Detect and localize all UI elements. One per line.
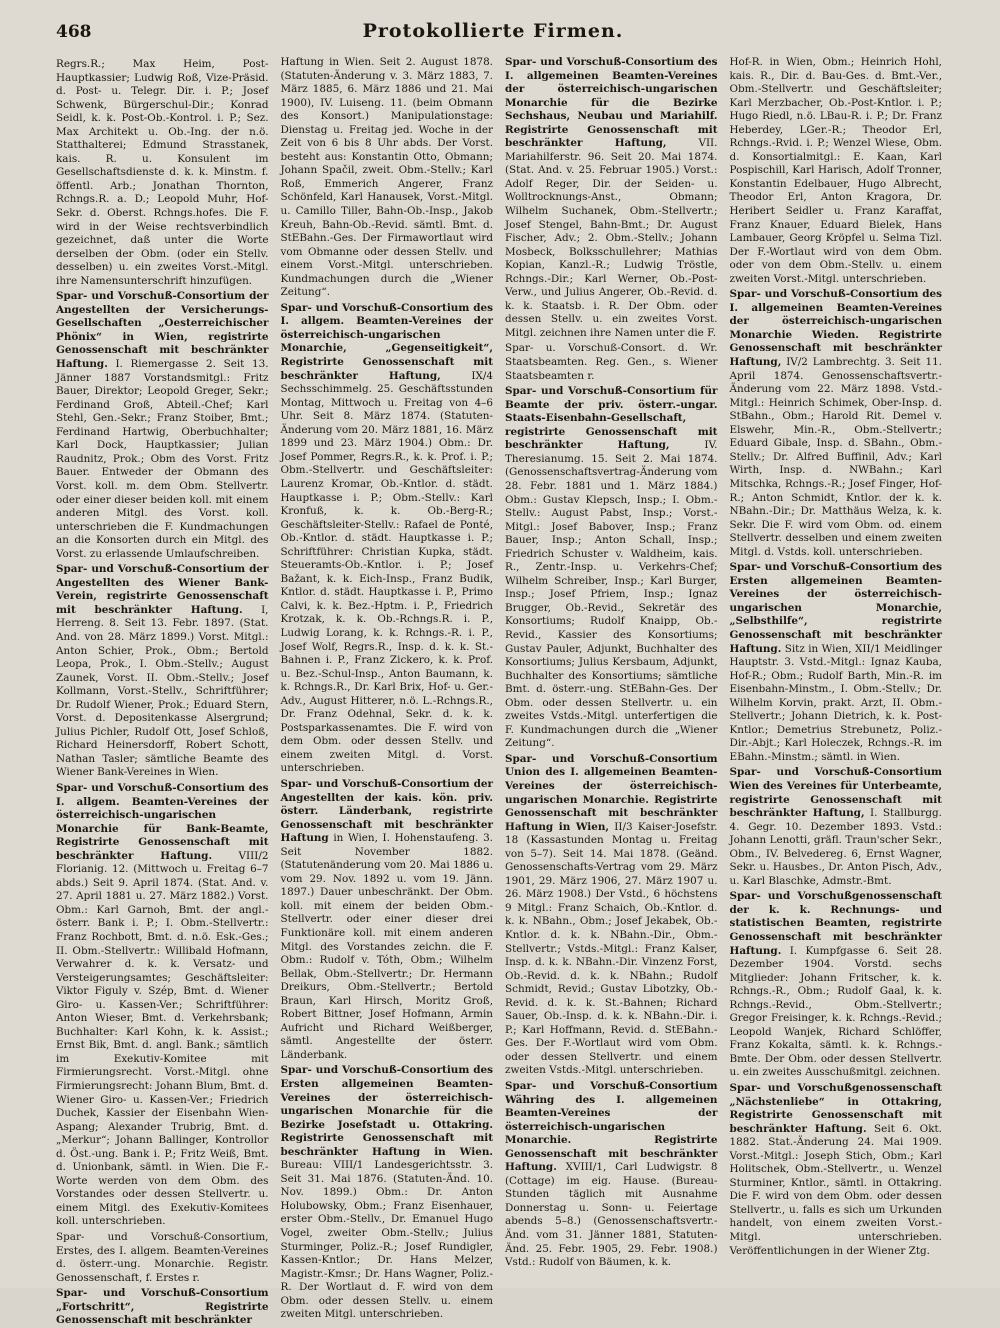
entry-text: IX/4 Sechsschimmelg. 25. Geschäftsstunden Montag, Mittwoch u. Freitag von 4–6 Uhr. Seit 8. März 1874. (Statuten-Änderung vom 20. März 1881, 16. März 1899 und 23. März 1904.) Obm.: Dr. Josef Pommer, Regrs.R., k. k. Prof. i. P.; Obm.-Stellvertr. und Geschäftsleiter: Laurenz Kromar, Ob.-Kntlor. d. städt. Hauptkasse i. P.; Obm.-Stellv.: Karl Kronfuß, k. k. Ob.-Berg-R.; Geschäftsleiter-Stellv.: Rafael de Ponté, Ob.-Kntlor. d. städt. Hauptkasse i. P.; Schriftführer: Christian Kupka, städt. Steueramts-Ob.-Kntlor. i. P.; Josef Bažant, k. k. Eich-Insp., Franz Budik, Kntlor. d. städt. Hauptkasse i. P., Primo Calvi, k. k. Bez.-Hptm. i. P., Friedrich Krotzak, k. k. Ob.-Rchngs.R. i. P., Ludwig Lorang, k. k. Rchngs.-R. i. P., Josef Wolf, Regrs.R., Insp. d. k. k. St.-Bahnen i. P., Franz Zickero, k. k. Prof. u. Bez.-Schul-Insp., Anton Baumann, k. k. Rchngs.R., Dr. Karl Brix, Hof- u. Ger.-Adv., August Hitterer, n.ö. L.-Rchngs.R., Dr. Franz Odehnal, Sekr. d. k. k. Postsparkassenamtes. Die F. wird von dem Obm. oder dessen Stellv. und einem zweiten Mitgl. d. Vorst. unterschrieben. [280, 369, 493, 775]
register-entry [730, 561, 943, 764]
page-header [56, 18, 930, 48]
register-entry [56, 1231, 269, 1285]
entry-firm-name: Spar- und Vorschuß-Consortium der Angestellten der Versicherungs-Gesellschaften „Oesterreichischer Phönix“ in Wien, registrirte Genossenschaft mit beschränkter Haftung. [56, 290, 269, 371]
register-entry [505, 753, 718, 1078]
entry-firm-name: Spar- und Vorschuß-Consortium des I. allgem. Beamten-Vereines der österreichisch-ungarischen Monarchie, „Gegenseitigkeit“, Registrirte Genossenschaft mit beschränkter Haftung, [280, 301, 493, 382]
entry-text: Spar- u. Vorschuß-Consort. d. Wr. Staatsbeamten. Reg. Gen., s. Wiener Staatsbeamten r. [505, 342, 718, 382]
entry-firm-name: Spar- und Vorschuß-Consortium des I. allgemeinen Beamten-Vereines der österreichisch-ungarischen Monarchie Wieden. Registrirte Genossenschaft mit beschränkter Haftung, [729, 288, 942, 369]
register-entry [505, 1080, 718, 1270]
register-entry [281, 778, 494, 1062]
column-2 [280, 56, 494, 1321]
entry-firm-name: Spar- und Vorschußgenossenschaft „Nächstenliebe“ in Ottakring, Registrirte Genossenschaft mit beschränkter Haftung. [729, 1082, 942, 1135]
column-4 [730, 56, 943, 1268]
entry-text: IV/2 Lambrechtg. 3. Seit 11. April 1874. Genossenschaftsvertr.-Änderung vom 22. März 1898. Vstd.-Mitgl.: Heinrich Schimek, Ober-Insp. d. StBahn., Obm.; Harold Rit. Demel v. Elswehr, Min.-R., Obm.-Stellvertr.; Eduard Gibale, Insp. d. SBahn., Obm.-Stellv.; Dr. Alfred Buffinil, Adv.; Karl Wirth, Insp. d. NWBahn.; Karl Mitschka, Rchngs.-R.; Josef Finger, Hof-R.; Anton Schmidt, Kntlor. der k. k. NBahn.-Dir.; Dr. Matthäus Welza, k. k. Sekr. Die F. wird vom Obm. od. einem Stellvertr. desselben und einem zweiten Mitgl. d. Vstds. koll. unterschrieben. [729, 356, 942, 558]
register-entry [56, 563, 269, 780]
entry-firm-name: Spar- und Vorschuß-Consortium des Ersten allgemeinen Beamten-Vereines der österreichisch-ungarischen Monarchie für die Bezirke Josefstadt u. Ottakring. Registrirte Genossenschaft mit beschränkter Haftung in Wien. [280, 1064, 493, 1158]
entry-firm-name: Spar- und Vorschuß-Consortium Union des I. allgemeinen Beamten-Vereines der österreichisch-ungarischen Monarchie. Registrirte Genossenschaft mit beschränkter Haftung in Wien, [505, 752, 718, 833]
register-entry [56, 1287, 269, 1328]
entry-text: I. Kumpfgasse 6. Seit 28. Dezember 1904. Vorstd. sechs Mitglieder: Johann Fritscher, k. k. Rchngs.-R., Obm.; Rudolf Gaal, k. k. Rchngs.-Revid., Obm.-Stellvertr.; Gregor Freisinger, k. k. Rchngs.-Revid.; Leopold Wanjek, Richard Schlöffer, Franz Kokalta, sämtl. k. k. Rchngs.-Bmte. Der Obm. oder dessen Stellvertr. u. ein zweites Ausschußmitgl. zeichnen. [729, 944, 942, 1079]
column-3 [505, 56, 718, 1268]
register-entry [56, 58, 269, 288]
register-entry [505, 342, 718, 383]
entry-text: VII. Mariahilferstr. 96. Seit 20. Mai 1874. (Stat. And. v. 25. Februar 1905.) Vorst.: Adolf Reger, Dir. der Seiden- u. Wolltrocknungs-Anst., Obmann; Wilhelm Suchanek, Obm.-Stellvertr.; Josef Stengel, Bahn-Bmt.; Dr. August Fischer, Adv.; 2. Obm.-Stellv.; Johann Mosbeck, Bolksschullehrer; Mathias Kopian, Kanzl.-R.; Ludwig Tröstle, Rchngs.-Dir.; Karl Werner, Ob.-Post-Verw., und Julius Angerer, Ob.-Revid. d. k. k. Staatsb. i. R. Der Obm. oder dessen Stellv. u. ein zweites Vorst. Mitgl. zeichnen ihre Namen unter die F. [505, 137, 718, 339]
entry-text: Regrs.R.; Max Heim, Post-Hauptkassier; Ludwig Roß, Vize-Präsid. d. Post- u. Telegr. Dir. i. P.; Josef Schwenk, Bürgerschul-Dir.; Konrad Seidl, k. k. Post-Ob.-Kontrol. i. P.; Sez. Max Architekt u. Ob.-Ing. der n.ö. Statthalterei; Edmund Strasstanek, kais. R. u. Konsulent im Gesellschaftsdienste d. k. k. Minstm. f. öffentl. Arb.; Jonathan Thornton, Rchngs.R. a. D.; Leopold Muhr, Hof-Sekr. d. Oberst. Rchngs.hofes. Die F. wird in der Weise rechtsverbindlich gezeichnet, daß unter die Worte derselben der Obm. (oder ein Stellv. desselben) u. ein zweites Vorst.-Mitgl. ihre Namensunterschrift hinzufügen. [56, 58, 269, 287]
entry-firm-name: Spar- und Vorschußgenossenschaft der k. k. Rechnungs- und statistischen Beamten, registrirte Genossenschaft mit beschränkter Haftung. [729, 890, 942, 957]
entry-firm-name: Spar- und Vorschuß-Consortium des I. allgemeinen Beamten-Vereines der österreichisch-ungarischen Monarchie für die Bezirke Sechshaus, Neubau und Mariahilf. Registrirte Genossenschaft mit beschränkter Haftung, [505, 56, 718, 150]
entry-text: II/3 Kaiser-Josefstr. 18 (Kassastunden Montag u. Freitag von 5–7). Seit 14. Mai 1878. (Geänd. Genossenschafts-Vertrag vom 29. März 1901, 29. März 1906, 27. März 1907 u. 26. März 1908.) Der Vstd., 6 höchstens 9 Mitgl.: Franz Schaich, Ob.-Kntlor. d. k. k. NBahn., Obm.; Josef Jekabek, Ob.-Kntlor. d. k. k. NBahn.-Dir., Obm.-Stellvertr.; Vstds.-Mitgl.: Franz Kalser, Insp. d. k. k. NBahn.-Dir. Vinzenz Forst, Ob.-Revid. d. k. k. NBahn.; Rudolf Schmidt, Revid.; Gustav Libotzky, Ob.-Revid. d. k. k. St.-Bahnen; Richard Sauer, Ob.-Insp. d. k. k. NBahn.-Dir. i. P.; Karl Hoffmann, Revid. d. StEBahn.-Ges. Der F.-Wortlaut wird vom Obm. oder dessen Stellvertr. und einem zweiten Vstds.-Mitgl. unterschrieben. [505, 820, 718, 1077]
entry-firm-name: Spar- und Vorschuß-Consortium des Ersten allgemeinen Beamten-Vereines der österreichisch-ungarischen Monarchie, „Selbsthilfe“, registrirte Genossenschaft mit beschränkter Haftung. [729, 561, 942, 655]
entry-firm-name: Spar- und Vorschuß-Consortium für Beamte der priv. österr.-ungar. Staats-Eisenbahn-Gesellschaft, registrirte Genossenschaft mit beschränkter Haftung, [505, 385, 718, 452]
entry-text: XVIII/1, Carl Ludwigstr. 8 (Cottage) im eig. Hause. (Bureau-Stunden täglich mit Ausnahme Donnerstag u. Sonn- u. Feiertage abends 5–8.) (Genossenschaftsvertr.-Änd. vom 31. Jänner 1881, Statuten-Änd. 25. Febr. 1905, 29. Febr. 1908.) Vstd.: Rudolf von Bäumen, k. k. [505, 1161, 718, 1269]
entry-firm-name: Spar- und Vorschuß-Consortium der Angestellten der kais. kön. priv. österr. Länderbank, registrirte Genossenschaft mit beschränkter Haftung [280, 777, 493, 845]
register-entry [281, 1064, 494, 1321]
entry-text: I, Herreng. 8. Seit 13. Febr. 1897. (Stat. And. von 28. März 1899.) Vorst. Mitgl.: Anton Schier, Prok., Obm.; Bertold Leopa, Prok., I. Obm.-Stellv.; August Zaunek, Vorst. II. Obm.-Stellv.; Josef Kollmann, Vorst.-Stellv., Schriftführer; Dr. Rudolf Wiener, Prok.; Eduard Stern, Vorst. d. Depositenkasse Alsergrund; Julius Pichler, Rudolf Ott, Josef Schloß, Richard Heinersdorff, Robert Schott, Nathan Tasler; sämtliche Beamte des Wiener Bank-Vereines in Wien. [56, 603, 269, 779]
entry-text: Hof-R. in Wien, Obm.; Heinrich Hohl, kais. R., Dir. d. Bau-Ges. d. Bmt.-Ver., Obm.-Stellvertr. und Geschäftsleiter; Karl Merzbacher, Ob.-Post-Kntlor. i. P.; Hugo Riedl, n.ö. LBau-R. i. P.; Dr. Franz Heberdey, LGer.-R.; Theodor Erl, Rchngs.-Rvid. i. P.; Wenzel Wiese, Obm. d. Konsortialmitgl.: E. Kaan, Karl Pospischill, Karl Harisch, Adolf Tronner, Konstantin Edelbauer, Hugo Albrecht, Theodor Erl, Anton Kragora, Dr. Heribert Seidler u. Franz Karaffat, Franz Knauer, Eduard Bielek, Hans Lambauer, Georg Kröpfel u. Selma Tizl. Der F.-Wortlaut wird von dem Obm. oder von dem Obm.-Stellv. u. einem zweiten Vorst.-Mitgl. unterschrieben. [729, 56, 942, 285]
entry-firm-name: Spar- und Vorschuß-Consortium Währing des I. allgemeinen Beamten-Vereines der österreichisch-ungarischen Monarchie. Registrirte Genossenschaft mit beschränkter Haftung. [505, 1080, 718, 1174]
entry-text: in Wien, I. Hohenstaufeng. 3. Seit November 1882. (Statutenänderung vom 20. Mai 1886 u. vom 29. Nov. 1892 u. vom 19. Jänn. 1897.) Dauer unbeschränkt. Der Obm. koll. mit einem der beiden Obm.-Stellvertr. oder einer dieser drei Funktionäre koll. mit einem anderen Mitgl. des Vorstandes zeichn. die F. Obm.: Rudolf v. Tóth, Obm.; Wilhelm Bellak, Obm.-Stellvertr.; Dr. Hermann Dreikurs, Obm.-Stellvertr.; Bertold Braun, Karl Hirsch, Moritz Groß, Robert Bittner, Josef Hofmann, Armin Aufricht und Richard Weißberger, sämtl. Angestellte der österr. Länderbank. [280, 832, 493, 1061]
entry-text: VIII/2 Florianig. 12. (Mittwoch u. Freitag 6–7 abds.) Seit 9. April 1874. (Stat. And. v. 27. April 1881 u. 27. März 1882.) Vorst. Obm.: Karl Garnoh, Bmt. der angl.-österr. Bank i. P.; I. Obm.-Stellvertr.: Franz Rochbott, Bmt. d. n.ö. Esk.-Ges.; II. Obm.-Stellvertr.: Willibald Hofmann, Verwahrer d. k. k. Versatz- und Versteigerungsamtes; Geschäftsleiter: Viktor Figuly v. Szép, Bmt. d. Wiener Giro- u. Kassen-Ver.; Schriftführer: Anton Wieser, Bmt. d. Verkehrsbank; Buchhalter: Karl Kohn, k. k. Assist.; Ernst Bik, Bmt. d. angl. Bank.; sämtlich im Exekutiv-Komitee mit Firmierungsrecht. Vorst.-Mitgl. ohne Firmierungsrecht: Johann Blum, Bmt. d. Wiener Giro- u. Kassen-Ver.; Friedrich Duchek, Kassier der Eisenbahn Wien-Aspang; Alexander Trubrig, Bmt. d. „Merkur“; Johann Ballinger, Kontrollor d. Öst.-ung. Bank i. P.; Fritz Weiß, Bmt. d. Unionbank, sämtl. in Wien. Die F.-Worte werden von dem Obm. des Vorstandes oder dessen Stellvertr. u. einem Mitgl. des Exekutiv-Komitees koll. unterschrieben. [56, 849, 269, 1228]
register-entry [505, 56, 718, 340]
entry-text: Spar- und Vorschuß-Consortium, Erstes, des I. allgem. Beamten-Vereines d. österr.-ung. Monarchie. Registr. Genossenschaft, f. Erstes r. [56, 1231, 269, 1284]
register-entry [281, 56, 494, 300]
entry-text: I. Riemergasse 2. Seit 13. Jänner 1887 Vorstandsmitgl.: Fritz Bauer, Direktor; Leopold Greger, Sekr.; Ferdinand Groß, Abteil.-Chef; Karl Stehl, Gen.-Sekr.; Franz Stoiber, Bmt.; Ferdinand Hartwig, Oberbuchhalter; Karl Dock, Hauptkassier; Julian Raudnitz, Prok.; Obm des Vorst. Fritz Bauer. Entweder der Obmann des Vorst. koll. m. dem Obm. Stellvertr. oder einer dieser beiden koll. mit einem anderen Mitgl. des Vorst. koll. unterschrieben die F. Kundmachungen an die Konsorten durch ein Mitgl. des Vorst. zu erlassende Umlaufschreiben. [56, 358, 269, 560]
running-title: Protokollierte Firmen. [362, 20, 624, 42]
register-entry [730, 1082, 943, 1258]
register-entry [730, 766, 943, 888]
register-entry [730, 890, 943, 1080]
register-entry [56, 290, 269, 561]
text-columns [56, 56, 942, 1327]
column-1 [56, 56, 269, 1327]
entry-text: I. Stallburgg. 4. Gegr. 10. Dezember 1893. Vstd.: Johann Lenotti, gräfl. Traun'scher Sekr., Obm., IV. Belvedereg. 6, Ernst Wagner, Sekr. u. Hausbes., Dr. Anton Pisch, Adv., u. Karl Blaschke, Admstr.-Bmt. [729, 807, 942, 887]
entry-text: Sitz in Wien, XII/1 Meidlinger Hauptstr. 3. Vstd.-Mitgl.: Ignaz Kauba, Hof-R.; Obm.; Rudolf Barth, Min.-R. im Eisenbahn-Minstm., I. Obm.-Stellv.; Dr. Wilhelm Korvin, prakt. Arzt, II. Obm.-Stellvertr.; Johann Dietrich, k. k. Post-Kntlor.; Demetrius Strebunetz, Poliz.-Dir.-Abjt.; Karl Holeczek, Rchngs.-R. im EBahn.-Minstm.; sämtl. in Wien. [729, 642, 942, 763]
entry-text: Seit 6. Okt. 1882. Stat.-Änderung 24. Mai 1909. Vorst.-Mitgl.: Joseph Stich, Obm.; Karl Holitschek, Obm.-Stellvertr., u. Wenzel Sturminer, Kntlor., sämtl. in Ottakring. Die F. wird von dem Obm. oder dessen Stellvertr., u. falls es sich um Urkunden handelt, von einem zweiten Vorst.-Mitgl. unterschrieben. Veröffentlichungen in der Wiener Ztg. [729, 1122, 942, 1257]
entry-firm-name: Spar- und Vorschuß-Consortium Wien des Vereines für Unterbeamte, registrirte Genossenschaft mit beschränkter Haftung, [729, 766, 942, 820]
register-entry [505, 385, 718, 751]
entry-firm-name: Spar- und Vorschuß-Consortium der Angestellten des Wiener Bank-Verein, registrirte Genossenschaft mit beschränkter Haftung. [56, 563, 269, 616]
register-entry [281, 302, 494, 776]
entry-firm-name: Spar- und Vorschuß-Consortium des I. allgem. Beamten-Vereines der österreichisch-ungarischen Monarchie für Bank-Beamte, Registrirte Genossenschaft mit beschränkter Haftung. [56, 781, 269, 862]
entry-text: Haftung in Wien. Seit 2. August 1878. (Statuten-Änderung v. 3. März 1883, 7. März 1885, 6. März 1886 und 21. Mai 1900), IV. Luiseng. 11. (beim Obmann des Konsort.) Manipulationstage: Dienstag u. Freitag jed. Woche in der Zeit von 6 bis 8 Uhr abds. Der Vorst. besteht aus: Konstantin Otto, Obmann; Johann Spačil, zweit. Obm.-Stellv.; Karl Roß, Emmerich Angerer, Franz Schönfeld, Karl Hanausek, Vorst.-Mitgl. u. Camillo Tiller, Bahn-Ob.-Insp., Jakob Kreuh, Bahn-Ob.-Revid. sämtl. Bmt. d. StEBahn.-Ges. Der Firmawortlaut wird vom Obmanne oder dessen Stellv. und einem Vorst.-Mitgl. unterschrieben. Kundmachungen durch die „Wiener Zeitung“. [280, 56, 493, 299]
entry-text: Bureau: VIII/1 Landesgerichtsstr. 3. Seit 31. Mai 1876. (Statuten-Änd. 10. Nov. 1899.) Obm.: Dr. Anton Holubowsky, Obm.; Franz Eisenhauer, erster Obm.-Stellv., Dr. Emanuel Hugo Vogel, zweiter Obm.-Stellv.; Julius Sturminger, Poliz.-R.; Josef Rundigler, Kassen-Kntlor.; Dr. Hans Melzer, Magistr.-Kmsr.; Dr. Hans Wagner, Poliz.-R. Der Wortlaut d. F. wird von dem Obm. oder dessen Stellv. u. einem zweiten Mitgl. unterschrieben. [280, 1159, 493, 1321]
page-number: 468 [56, 22, 92, 42]
register-entry [730, 288, 943, 559]
register-entry [56, 782, 269, 1229]
entry-firm-name: Spar- und Vorschuß-Consortium „Fortschritt“, Registrirte Genossenschaft mit beschränkter [56, 1287, 269, 1327]
register-entry [730, 56, 943, 286]
entry-text: IV. Theresianumg. 15. Seit 2. Mai 1874. (Genossenschaftsvertrag-Änderung vom 28. Febr. 1881 und 1. März 1884.) Obm.: Gustav Klepsch, Insp.; I. Obm.-Stellv.: August Pabst, Insp.; Vorst.-Mitgl.: Josef Babover, Insp.; Franz Bauer, Insp.; Anton Schall, Insp.; Friedrich Schuster v. Waldheim, kais. R., Zentr.-Insp. u. Verkehrs-Chef; Wilhelm Schreiber, Insp.; Karl Burger, Insp.; Josef Pfriem, Insp.; Ignaz Brugger, Ob.-Revid., Sekretär des Konsortiums; Rudolf Knaipp, Ob.-Revid., Kassier des Konsortiums; Gustav Pauler, Adjunkt, Buchhalter des Konsortiums; Julius Kersbaum, Adjunkt, Buchhalter des Konsortiums; sämtliche Bmt. d. österr.-ung. StEBahn-Ges. Der Obm. oder dessen Stellvertr. u. ein zweites Vstds.-Mitgl. unterfertigen die F. Kundmachungen durch die „Wiener Zeitung“. [505, 439, 718, 750]
